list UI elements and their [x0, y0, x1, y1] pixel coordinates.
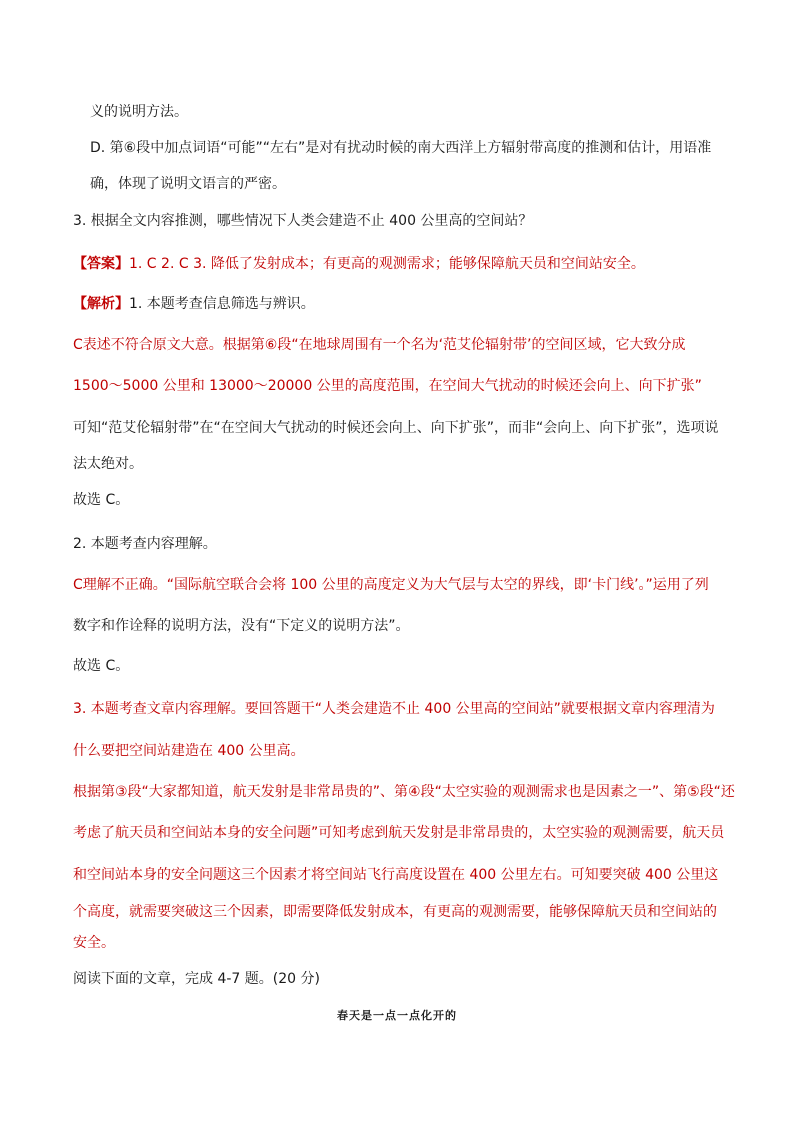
analysis-line: 安全。	[73, 935, 115, 951]
analysis-line: 2. 本题考查内容理解。	[73, 536, 217, 552]
line-2: 确，体现了说明文语言的严密。	[90, 176, 286, 192]
answer-text: 1. C 2. C 3. 降低了发射成本；有更高的观测需求；能够保障航天员和空间站安全。	[129, 256, 645, 272]
line-0: 义的说明方法。	[90, 104, 188, 120]
reading-prompt: 阅读下面的文章，完成 4-7 题。(20 分)	[73, 971, 320, 987]
answer-line	[73, 255, 645, 273]
analysis-line: 1500～5000 公里和 13000～20000 公里的高度范围，在空间大气扰动的时候还会向上、向下扩张”	[73, 378, 702, 394]
analysis-line: 可知“范艾伦辐射带”在“在空间大气扰动的时候还会向上、向下扩张”，而非“会向上、向下扩张”，选项说	[73, 420, 719, 436]
article-title: 春天是一点一点化开的	[337, 1009, 457, 1022]
analysis-line: 故选 C。	[73, 658, 130, 674]
analysis-tag: 【解析】	[73, 296, 129, 312]
analysis-line: 故选 C。	[73, 492, 130, 508]
analysis-line: 根据第③段“大家都知道，航天发射是非常昂贵的”、第④段“太空实验的观测需求也是因素之一”、第⑤段“还	[73, 784, 735, 800]
analysis-line: 什么要把空间站建造在 400 公里高。	[73, 743, 305, 759]
analysis-line: 3. 本题考查文章内容理解。要回答题干“人类会建造不止 400 公里高的空间站”就要根据文章内容理清为	[73, 701, 715, 717]
question-3: 3. 根据全文内容推测，哪些情况下人类会建造不止 400 公里高的空间站？	[73, 213, 533, 229]
analysis-line: 法太绝对。	[73, 456, 143, 472]
analysis-text: 1. 本题考查信息筛选与辨识。	[129, 296, 315, 312]
option-d: D. 第⑥段中加点词语“可能”“左右”是对有扰动时候的南大西洋上方辐射带高度的推测和估计，用语准	[90, 140, 712, 156]
analysis-line: 个高度，就需要突破这三个因素，即需要降低发射成本，有更高的观测需要，能够保障航天员和空间站的	[73, 904, 717, 920]
analysis-line: C理解不正确。“国际航空联合会将 100 公里的高度定义为大气层与太空的界线，即‘卡门线’。”运用了列	[73, 577, 709, 593]
analysis-line: 考虑了航天员和空间站本身的安全问题”可知考虑到航天发射是非常昂贵的，太空实验的观测需要，航天员	[73, 825, 725, 841]
analysis-line: 数字和作诠释的说明方法，没有“下定义的说明方法”。	[73, 618, 410, 634]
answer-tag: 【答案】	[73, 256, 129, 272]
analysis-line: 和空间站本身的安全问题这三个因素才将空间站飞行高度设置在 400 公里左右。可知要突破 400 公里这	[73, 867, 719, 883]
analysis-line: C表述不符合原文大意。根据第⑥段“在地球周围有一个名为‘范艾伦辐射带’的空间区域，它大致分成	[73, 337, 686, 353]
analysis-line	[73, 295, 315, 313]
